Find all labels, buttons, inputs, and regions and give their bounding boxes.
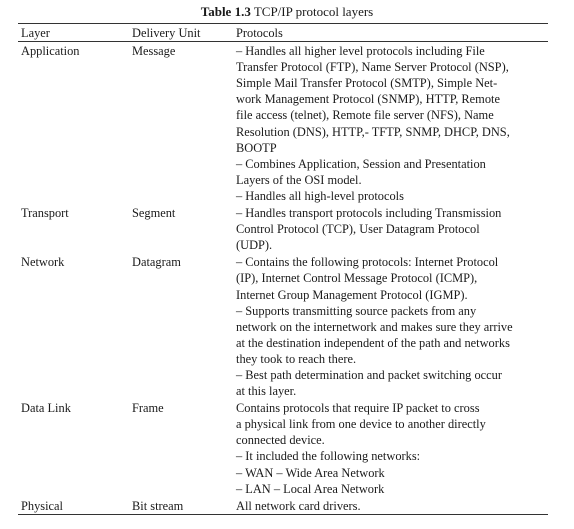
protocol-text-line: connected device. [236, 433, 325, 448]
protocols-cell [233, 497, 548, 515]
protocol-text-line: Contains protocols that require IP packet to cross [236, 401, 480, 416]
protocol-text-line: Layers of the OSI model. [236, 172, 362, 187]
layer-cell: Data Link [21, 401, 71, 416]
protocol-text-line: – Handles all high-level protocols [236, 188, 404, 203]
table-row [18, 204, 548, 253]
delivery-unit-cell: Message [132, 44, 176, 59]
protocol-text-line: – Supports transmitting source packets from any [236, 303, 477, 318]
layer-cell: Transport [21, 206, 69, 221]
header-layer: Layer [18, 24, 129, 42]
layer-cell: Network [21, 255, 65, 270]
table-caption [18, 4, 556, 20]
protocol-text-line: at the destination independent of the path and networks [236, 335, 510, 350]
protocols-cell [233, 253, 548, 399]
table-row [18, 253, 548, 399]
protocol-text-line: they took to reach there. [236, 351, 357, 366]
table-header-row [18, 24, 548, 42]
protocol-text-line: – It included the following networks: [236, 449, 421, 464]
delivery-unit-cell: Frame [132, 401, 164, 416]
table-row [18, 399, 548, 497]
layer-cell: Physical [18, 497, 129, 515]
protocol-text-line: – Best path determination and packet switching occur [236, 367, 502, 382]
table-number: Table 1.3 [200, 4, 251, 19]
protocol-text-line: network on the internetwork and makes sure they arrive [236, 319, 513, 334]
protocol-text-line: Control Protocol (TCP), User Datagram Protocol [236, 222, 480, 237]
protocol-text-line: (IP), Internet Control Message Protocol (ICMP), [236, 271, 478, 286]
protocol-layers-table [18, 23, 548, 515]
protocol-text-line: at this layer. [236, 384, 297, 399]
table-body [18, 42, 548, 515]
table-row [18, 42, 548, 204]
protocols-cell [233, 399, 548, 497]
protocol-text-line: (UDP). [236, 238, 273, 253]
protocol-text-line: – WAN – Wide Area Network [236, 465, 385, 480]
delivery-unit-cell: Datagram [132, 255, 181, 270]
protocol-text-line: – Contains the following protocols: Internet Protocol [236, 255, 499, 270]
delivery-unit-cell: Bit stream [129, 497, 233, 515]
protocol-text-line: All network card drivers. [236, 498, 361, 513]
protocol-text-line: BOOTP [236, 140, 277, 155]
table-title: TCP/IP protocol layers [253, 4, 374, 19]
header-protocols: Protocols [233, 24, 548, 42]
protocol-text-line: Internet Group Management Protocol (IGMP). [236, 287, 468, 302]
protocol-text-line: a physical link from one device to another directly [236, 417, 486, 432]
layer-cell: Application [21, 44, 80, 59]
delivery-unit-cell: Segment [132, 206, 176, 221]
protocol-text-line: – Combines Application, Session and Presentation [236, 156, 486, 171]
header-delivery-unit: Delivery Unit [129, 24, 233, 42]
protocol-text-line: file access (telnet), Remote file server (NFS), Name [236, 108, 494, 123]
protocol-text-line: – Handles transport protocols including Transmission [236, 206, 502, 221]
protocol-text-line: – Handles all higher level protocols including File [236, 44, 485, 59]
protocol-text-line: – LAN – Local Area Network [236, 481, 385, 496]
protocol-text-line: work Management Protocol (SNMP), HTTP, Remote [236, 92, 500, 107]
table-row [18, 497, 548, 515]
protocol-text-line: Resolution (DNS), HTTP,- TFTP, SNMP, DHCP, DNS, [236, 124, 510, 139]
protocols-cell [233, 204, 548, 253]
protocol-text-line: Transfer Protocol (FTP), Name Server Protocol (NSP), [236, 60, 509, 75]
protocol-text-line: Simple Mail Transfer Protocol (SMTP), Simple Net- [236, 76, 498, 91]
protocols-cell [233, 42, 548, 204]
